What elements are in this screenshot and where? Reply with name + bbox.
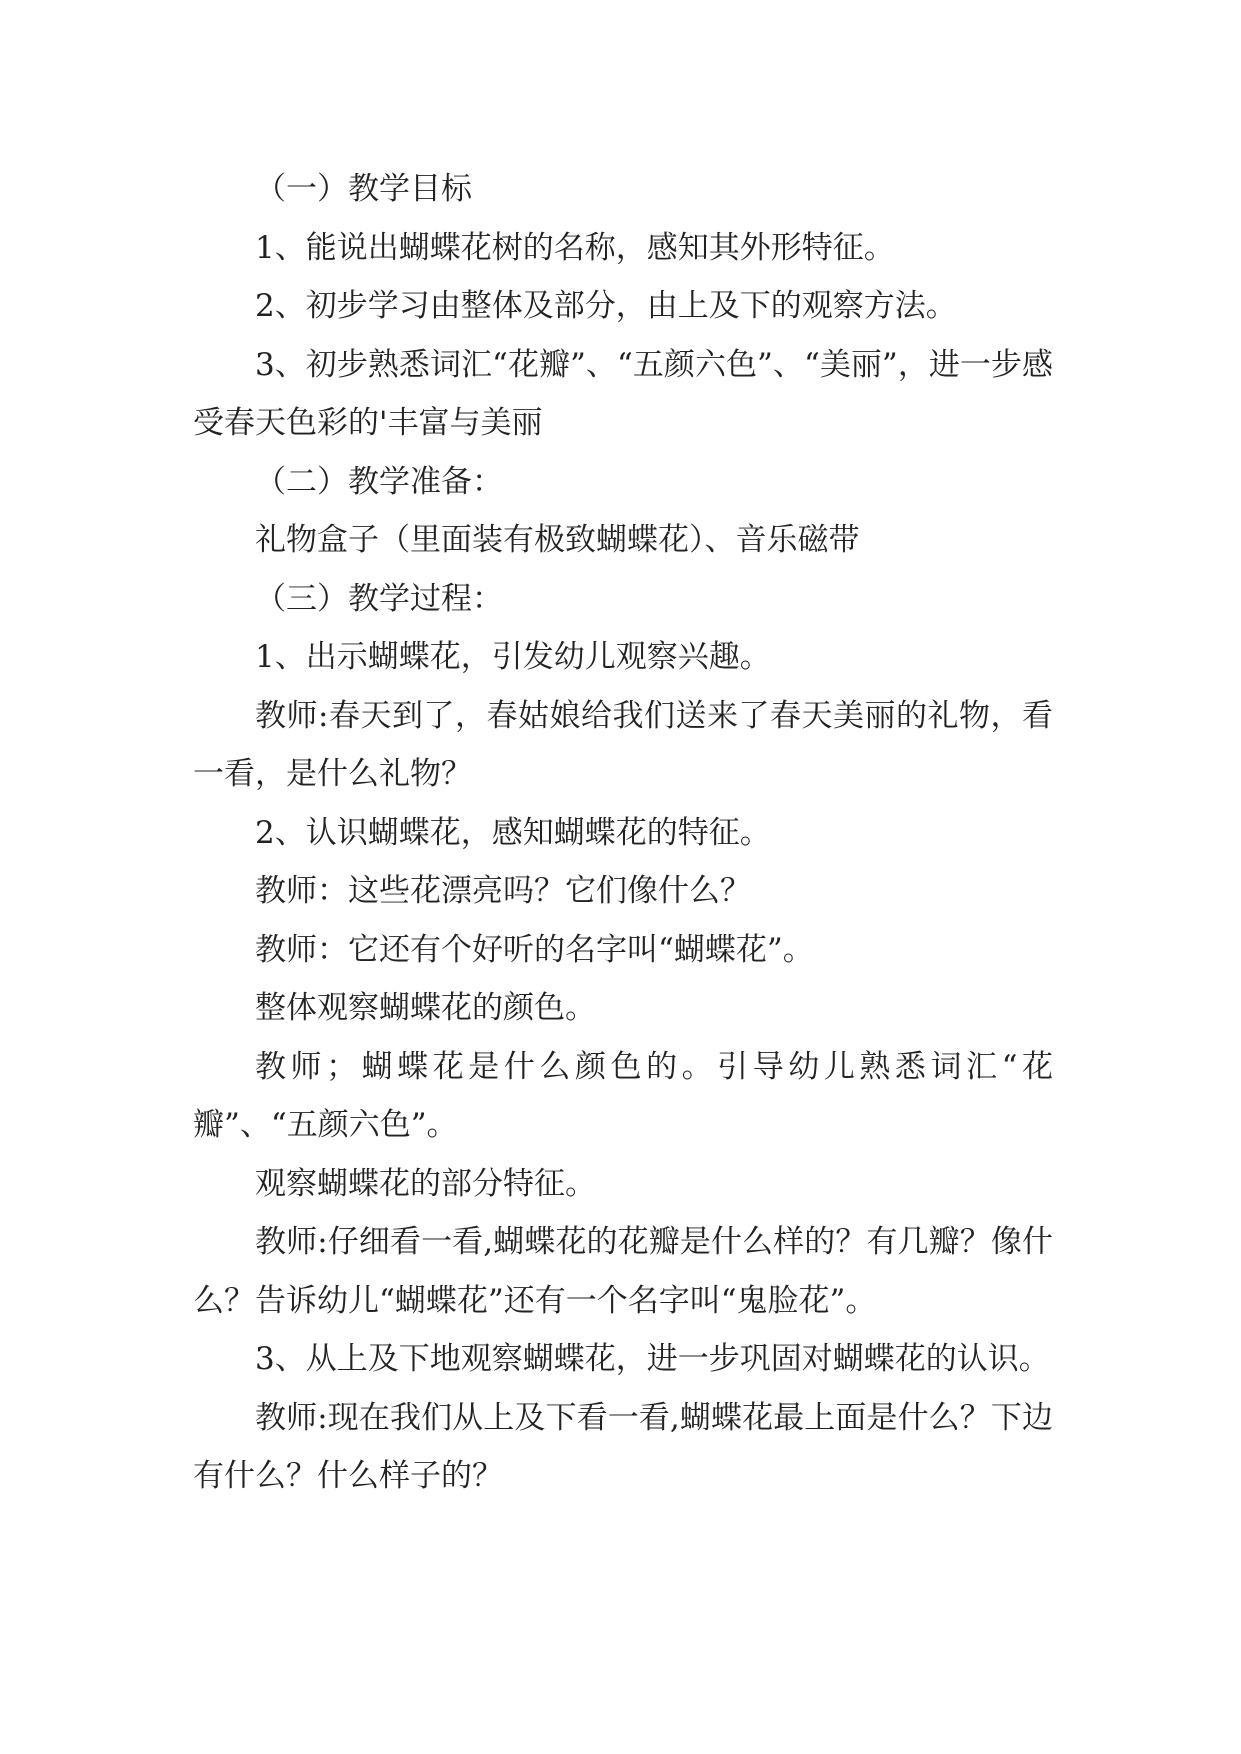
teacher-dialogue: 教师：这些花漂亮吗？它们像什么？ <box>255 873 751 909</box>
section-heading-process: （三）教学过程： <box>255 580 503 617</box>
objective-item-1: 1、能说出蝴蝶花树的名称，感知其外形特征。 <box>255 229 895 266</box>
observation-note: 观察蝴蝶花的部分特征。 <box>255 1165 596 1202</box>
teacher-dialogue: 教师；蝴蝶花是什么颜色的。引导幼儿熟悉词汇“花瓣”、“五颜六色”。 <box>193 1048 1053 1143</box>
teacher-dialogue: 教师:春天到了，春姑娘给我们送来了春天美丽的礼物，看一看，是什么礼物？ <box>193 697 1053 792</box>
section-heading-objectives: （一）教学目标 <box>255 171 472 207</box>
process-step-1: 1、出示蝴蝶花，引发幼儿观察兴趣。 <box>255 639 771 675</box>
observation-note: 整体观察蝴蝶花的颜色。 <box>255 990 596 1026</box>
objective-item-3: 3、初步熟悉词汇“花瓣”、“五颜六色”、“美丽”，进一步感受春天色彩的'丰富与美丽 <box>193 346 1053 441</box>
process-step-3: 3、从上及下地观察蝴蝶花，进一步巩固对蝴蝶花的认识。 <box>255 1341 1050 1377</box>
teacher-dialogue: 教师:现在我们从上及下看一看,蝴蝶花最上面是什么？下边有什么？什么样子的？ <box>193 1399 1053 1494</box>
document-body <box>193 160 1053 1506</box>
objective-item-2: 2、初步学习由整体及部分，由上及下的观察方法。 <box>255 288 957 324</box>
teacher-dialogue: 教师:仔细看一看,蝴蝶花的花瓣是什么样的？有几瓣？像什么？告诉幼儿“蝴蝶花”还有一个名字叫“鬼脸花”。 <box>193 1224 1053 1319</box>
preparation-text: 礼物盒子（里面装有极致蝴蝶花）、音乐磁带 <box>255 522 860 558</box>
teacher-dialogue: 教师：它还有个好听的名字叫“蝴蝶花”。 <box>255 931 814 968</box>
section-heading-preparation: （二）教学准备： <box>255 463 503 500</box>
process-step-2: 2、认识蝴蝶花，感知蝴蝶花的特征。 <box>255 814 771 851</box>
